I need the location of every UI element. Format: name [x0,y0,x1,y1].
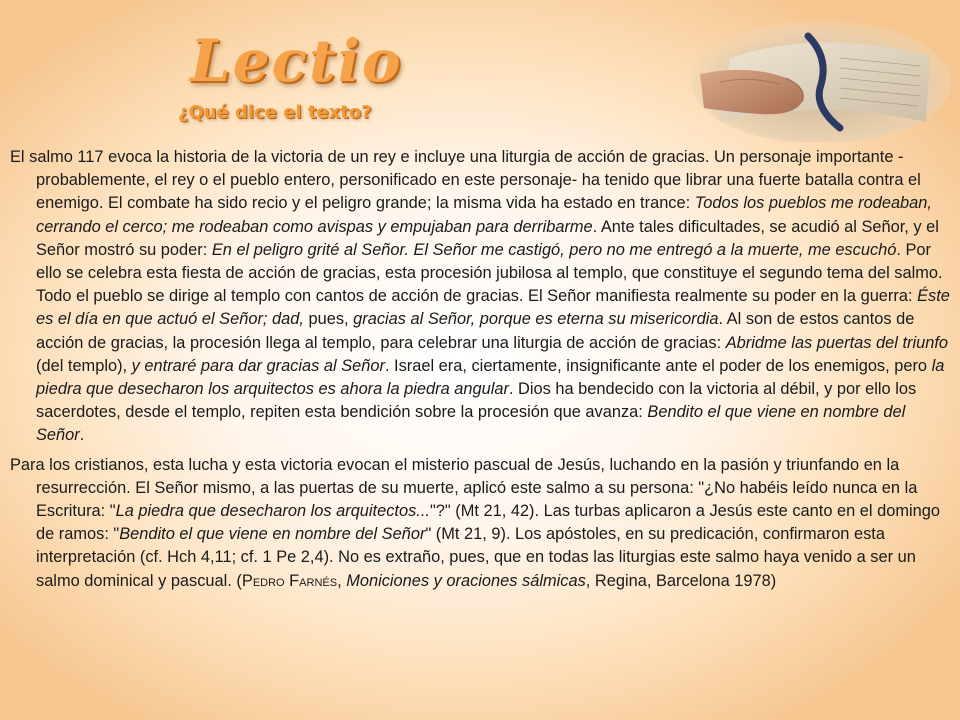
body-paragraph [10,146,950,448]
paragraph-text: pues, [303,310,354,329]
paragraph-text: El salmo 117 evoca la historia de la victoria de un rey e incluye una liturgia de acción de gracias. Un personaje importante -probablemente, el rey o el pueblo entero, personificado en este personaje- ha tenido que librar una fuerte batalla contra el enemigo. El combate ha sido recio y el peligro grande; la misma vida ha estado en trance: [10,148,921,213]
paragraph-text: "?" (Mt 21, 42). Las turbas aplicaron a Jesús este canto en el domingo de ramos: " [36,502,940,544]
paragraph-text: . Israel era, ciertamente, insignificante ante el poder de los enemigos, pero [384,356,932,375]
paragraph-text: . Al son de estos cantos de acción de gracias, la procesión llega al templo, para celebrar una liturgia de acción de gracias: [36,310,915,352]
quoted-text: gracias al Señor, porque es eterna su misericordia [353,310,719,329]
paragraph-text: . Dios ha bendecido con la victoria al débil, y por ello los sacerdotes, desde el templo, repiten esta bendición sobre la procesión que avanza: [36,380,917,422]
quoted-text: En el peligro grité al Señor. El Señor me castigó, pero no me entregó a la muerte, me escuchó [211,240,897,259]
quoted-text: Todos los pueblos me rodeaban, cerrando el cerco; me rodeaban como avispas y empujaban para derribarme [36,194,932,236]
slide-title: Lectio [190,27,403,95]
quoted-text: La piedra que desecharon los arquitectos... [115,502,430,521]
quoted-text: Bendito el que viene en nombre del Señor [36,403,906,445]
slide-subtitle: ¿Qué dice el texto? [178,102,372,123]
quoted-text: Éste es el día en que actuó el Señor; dad, [36,287,950,329]
quoted-text: Moniciones y oraciones sálmicas [346,571,586,590]
paragraph-text: . Por ello se celebra esta fiesta de acción de gracias, esta procesión jubilosa al templo, que constituye el segundo tema del salmo. Todo el pueblo se dirige al templo con cantos de acción de gracias. El Señor manifiesta realmente su poder en la guerra: [36,240,943,306]
author-name: Pedro Farnés [241,571,338,590]
body-paragraph [10,454,950,593]
bible-reading-photo [690,18,952,142]
body-text [10,146,950,599]
paragraph-text: . [79,426,85,445]
quoted-text: y entraré para dar gracias al Señor [131,356,385,375]
paragraph-text: . Ante tales dificultades, se acudió al Señor, y el Señor mostró su poder: [36,217,939,259]
quoted-text: Bendito el que viene en nombre del Señor [119,525,426,544]
paragraph-text: (del templo), [36,356,132,375]
open-bible-icon [690,18,952,142]
paragraph-text: " (Mt 21, 9). Los apóstoles, en su predicación, confirmaron esta interpretación (cf. Hch 4,11; cf. 1 Pe 2,4). No es extraño, pues, que en todas las liturgias este salmo haya venido a ser un salmo dominical y pascual. ( [36,525,916,590]
paragraph-text: , [337,571,347,590]
quoted-text: la piedra que desecharon los arquitectos es ahora la piedra angular [36,356,945,399]
paragraph-text: Para los cristianos, esta lucha y esta victoria evocan el misterio pascual de Jesús, luchando en la pasión y triunfando en la resurrección. El Señor mismo, a las puertas de su muerte, aplicó este salmo a su persona: "¿No habéis leído nunca en la Escritura: " [10,455,918,521]
quoted-text: Abridme las puertas del triunfo [725,333,949,352]
paragraph-text: , Regina, Barcelona 1978) [585,571,777,590]
